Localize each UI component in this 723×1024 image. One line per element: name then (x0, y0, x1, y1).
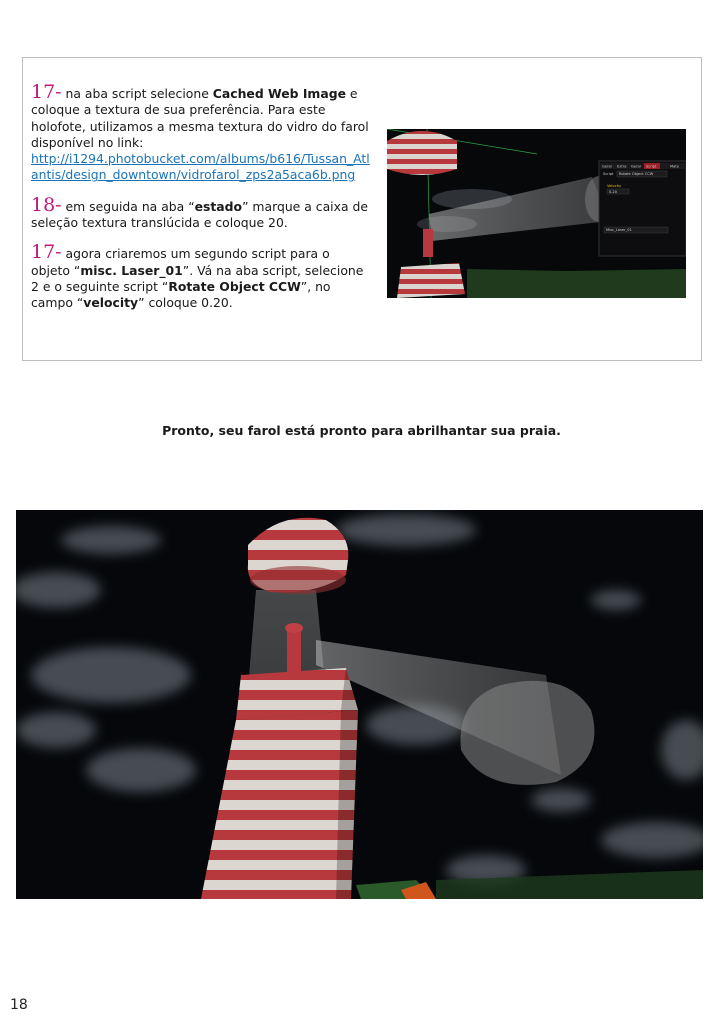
instructions-column (31, 81, 371, 325)
script-value: Rotate Object CCW (619, 172, 654, 176)
object-name: Misc_Laser_01 (606, 228, 632, 232)
step-17a (31, 81, 371, 184)
caption: Pronto, seu farol está pronto para abrilhantar sua praia. (162, 423, 561, 438)
step-text: ” marque a caixa de seleção textura translúcida e coloque 20. (31, 198, 368, 231)
step-bold: Cached Web Image (212, 86, 346, 101)
tab-label: Mate (670, 164, 679, 169)
tab-label: Geral (602, 164, 612, 169)
texture-link[interactable]: http://i1294.photobucket.com/albums/b616/Tussan_Atlantis/design_downtown/vidrofarol_zps2a5aca6b.png (31, 151, 370, 183)
script-label: Script (603, 172, 614, 176)
step-18 (31, 193, 371, 232)
step-text: ” coloque 0.20. (138, 295, 233, 311)
step-text: ”, no campo “ (31, 278, 331, 311)
step-bold: misc. Laser_01 (80, 262, 183, 278)
step-number: 17- (31, 81, 62, 103)
step-bold: Rotate Object CCW (168, 278, 301, 294)
step-17b (31, 241, 371, 311)
tab-label: Script (646, 164, 657, 169)
step-bold: estado (194, 198, 243, 214)
small-screenshot (387, 129, 686, 298)
tab-label: Geral (631, 164, 641, 169)
velocity-label: Velocity (607, 184, 622, 188)
tab-label: Extra (617, 164, 627, 169)
step-number: 17- (31, 241, 62, 264)
step-text: na aba script selecione (61, 86, 213, 101)
step-text: agora criaremos um segundo script para o objeto “ (31, 246, 330, 278)
step-number: 18- (31, 193, 62, 216)
step-bold: velocity (83, 295, 139, 311)
step-text: em seguida na aba “ (61, 198, 195, 214)
velocity-value: 0.20 (609, 189, 618, 194)
page-number: 18 (10, 997, 28, 1013)
step-text: e coloque a textura de sua preferência. Para este holofote, utilizamos a mesma textura do vidro do farol disponível no link: (31, 86, 369, 150)
step-text: ”. Vá na aba script, selecione 2 e o seguinte script “ (31, 262, 364, 294)
lighthouse-screenshot (16, 510, 703, 899)
